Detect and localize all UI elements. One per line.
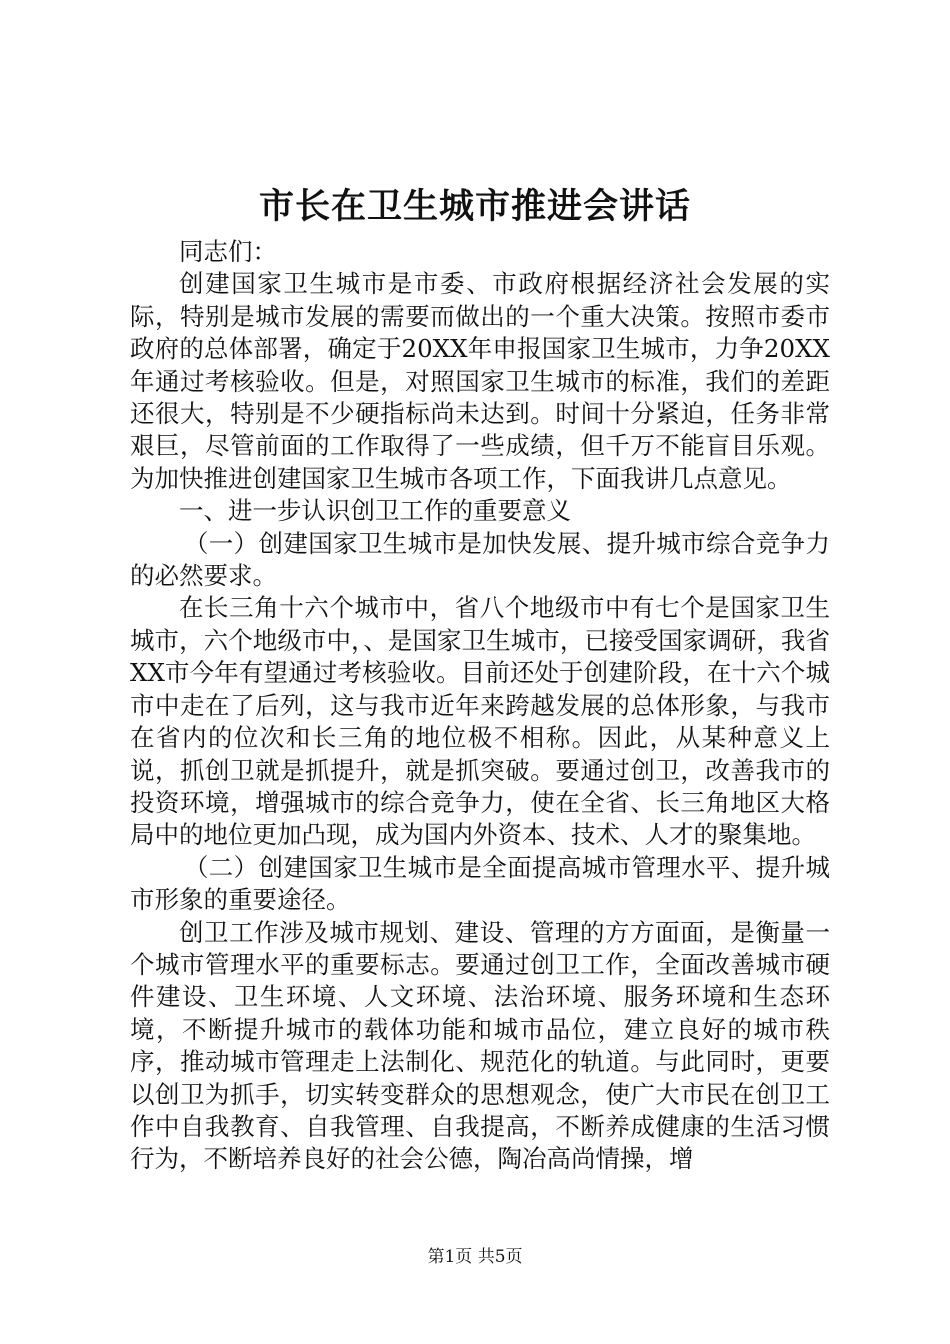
salutation-paragraph: 同志们： — [179, 237, 277, 266]
intro-paragraph: 创建国家卫生城市是市委、市政府根据经济社会发展的实际，特别是城市发展的需要而做出的一个重大决策。按照市委市政府的总体部署，确定于20XX年申报国家卫生城市，力争20XX年通过考核验收。但是，对照国家卫生城市的标准，我们的差距还很大，特别是不少硬指标尚未达到。时间十分紧迫，任务非常艰巨，尽管前面的工作取得了一些成绩，但千万不能盲目乐观。为加快推进创建国家卫生城市各项工作，下面我讲几点意见。 — [130, 269, 830, 493]
document-body — [130, 236, 830, 1176]
body-paragraph-2: 创卫工作涉及城市规划、建设、管理的方方面面，是衡量一个城市管理水平的重要标志。要通过创卫工作，全面改善城市硬件建设、卫生环境、人文环境、法治环境、服务环境和生态环境，不断提升城市的载体功能和城市品位，建立良好的城市秩序，推动城市管理走上法制化、规范化的轨道。与此同时，更要以创卫为抓手，切实转变群众的思想观念，使广大市民在创卫工作中自我教育、自我管理、自我提高，不断养成健康的生活习惯行为，不断培养良好的社会公德，陶冶高尚情操，增 — [130, 917, 830, 1174]
body-paragraph-1: 在长三角十六个城市中，省八个地级市中有七个是国家卫生城市，六个地级市中，、是国家卫生城市，已接受国家调研，我省XX市今年有望通过考核验收。目前还处于创建阶段，在十六个城市中走在了后列，这与我市近年来跨越发展的总体形象，与我市在省内的位次和长三角的地位极不相称。因此，从某种意义上说，抓创卫就是抓提升，就是抓突破。要通过创卫，改善我市的投资环境，增强城市的综合竞争力，使在全省、长三角地区大格局中的地位更加凸现，成为国内外资本、技术、人才的聚集地。 — [130, 593, 830, 850]
subheading-1: （一）创建国家卫生城市是加快发展、提升城市综合竞争力的必然要求。 — [130, 528, 830, 591]
section-heading-1: 一、进一步认识创卫工作的重要意义 — [179, 496, 571, 526]
subheading-2: （二）创建国家卫生城市是全面提高城市管理水平、提升城市形象的重要途径。 — [130, 852, 830, 915]
page-footer: 第1页 共5页 — [427, 1247, 523, 1267]
document-title: 市长在卫生城市推进会讲话 — [258, 186, 691, 227]
